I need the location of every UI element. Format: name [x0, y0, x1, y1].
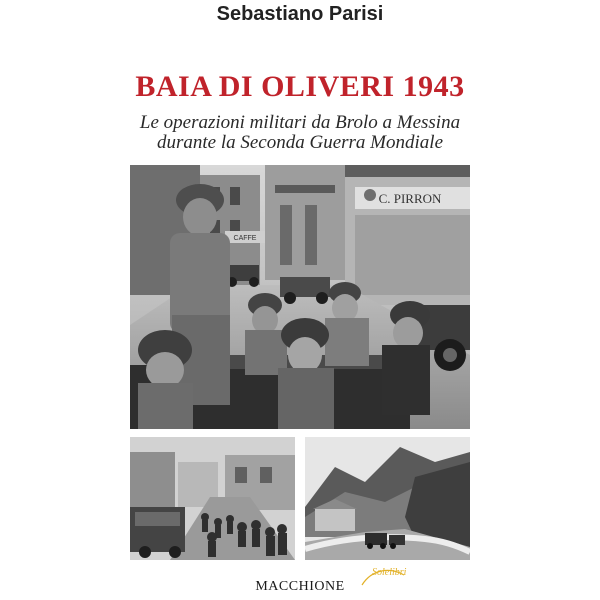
cafe-sign: CAFFE	[233, 235, 257, 242]
subtitle-line-1: Le operazioni militari da Brolo a Messina	[139, 112, 461, 133]
photo-mountain-road	[305, 437, 470, 560]
imprint-label: Solelibri	[372, 567, 407, 578]
book-title: BAIA DI OLIVERI 1943	[135, 70, 465, 103]
street-crowd-illustration	[130, 437, 295, 560]
subtitle-line-2: durante la Seconda Guerra Mondiale	[156, 132, 443, 153]
author-name: Sebastiano Parisi	[216, 3, 384, 25]
mountain-road-illustration	[305, 437, 470, 560]
book-subtitle	[0, 113, 600, 153]
publisher-name: MACCHIONE	[255, 579, 345, 594]
main-photo-soldiers-jeep	[130, 165, 470, 429]
main-photo-illustration	[130, 165, 470, 429]
photo-street-crowd	[130, 437, 295, 560]
shop-sign: C. PIRRON	[378, 191, 442, 206]
